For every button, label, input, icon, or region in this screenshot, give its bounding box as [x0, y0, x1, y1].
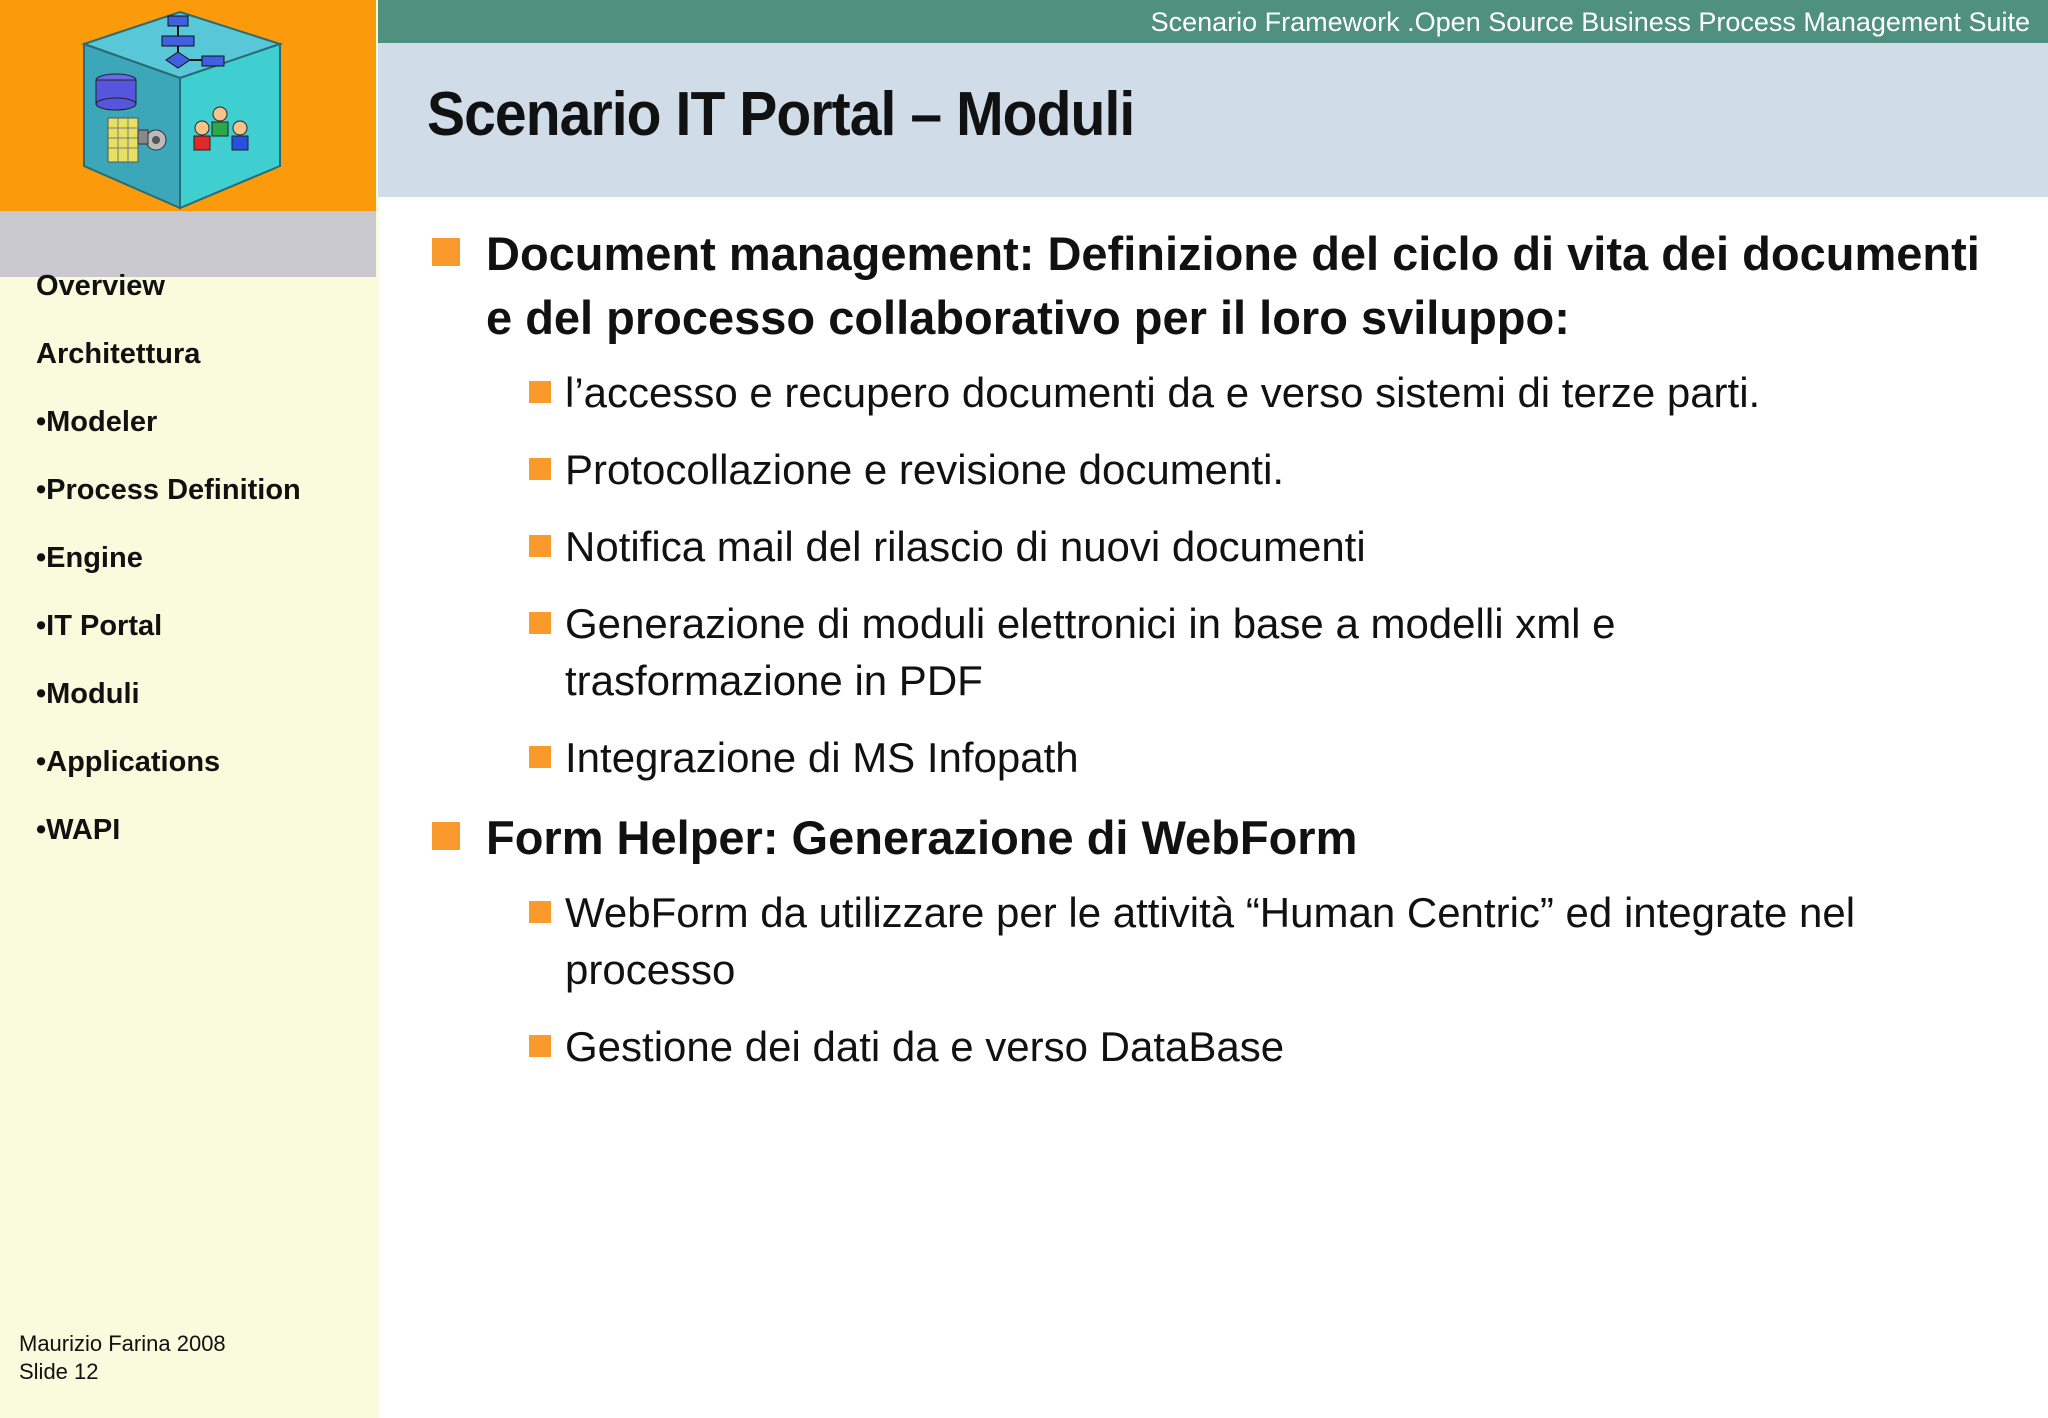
list-item: [565, 884, 1975, 998]
square-bullet-icon: [529, 381, 551, 403]
list-item-text: Gestione dei dati da e verso DataBase: [565, 1023, 1285, 1070]
section-heading-text: Form Helper: Generazione di WebForm: [486, 811, 1358, 864]
square-bullet-icon: [529, 535, 551, 557]
nav-item-process-definition[interactable]: •Process Definition: [36, 474, 301, 506]
section-heading: [430, 806, 2010, 870]
nav-item-it-portal[interactable]: •IT Portal: [36, 610, 163, 642]
slide-content: [430, 222, 2010, 1095]
list-item-text: Integrazione di MS Infopath: [565, 734, 1079, 781]
list-item: [565, 364, 2010, 421]
square-bullet-icon: [529, 612, 551, 634]
section-heading-text: Document management: Definizione del ciclo di vita dei documenti e del processo collaborativo per il loro sviluppo:: [486, 227, 1980, 344]
list-item: [565, 518, 2010, 575]
list-item-text: l’accesso e recupero documenti da e verso sistemi di terze parti.: [565, 369, 1761, 416]
list-item: [565, 595, 1755, 709]
square-bullet-icon: [529, 458, 551, 480]
nav-item-engine[interactable]: •Engine: [36, 542, 143, 574]
scenario-cube-logo: [70, 6, 290, 210]
list-item-text: WebForm da utilizzare per le attività “Human Centric” ed integrate nel processo: [565, 889, 1856, 993]
square-bullet-icon: [432, 822, 460, 850]
slide-title: Scenario IT Portal – Moduli: [427, 80, 1135, 149]
nav-item-wapi[interactable]: •WAPI: [36, 814, 121, 846]
sidebar: [0, 0, 379, 1418]
square-bullet-icon: [529, 1035, 551, 1057]
title-band: [378, 43, 2048, 197]
top-banner: [378, 0, 2048, 43]
list-item-text: Generazione di moduli elettronici in base a modelli xml e trasformazione in PDF: [565, 600, 1616, 704]
nav-item-applications[interactable]: •Applications: [36, 746, 221, 778]
list-item: [565, 729, 2010, 786]
list-item: [565, 441, 2010, 498]
section-heading: [430, 222, 2010, 350]
nav-item-overview[interactable]: Overview: [36, 270, 165, 302]
nav-item-architettura[interactable]: Architettura: [36, 338, 201, 370]
slide-number: Slide 12: [19, 1359, 99, 1384]
slide-footer: [19, 1330, 226, 1386]
square-bullet-icon: [529, 746, 551, 768]
square-bullet-icon: [529, 901, 551, 923]
square-bullet-icon: [432, 238, 460, 266]
logo-panel: [0, 0, 376, 211]
nav-item-modeler[interactable]: •Modeler: [36, 406, 158, 438]
author-label: Maurizio Farina 2008: [19, 1331, 226, 1356]
list-item: [565, 1018, 2010, 1075]
nav-item-moduli[interactable]: •Moduli: [36, 678, 140, 710]
suite-name: Scenario Framework .Open Source Business Process Management Suite: [1150, 7, 2030, 37]
list-item-text: Protocollazione e revisione documenti.: [565, 446, 1285, 493]
list-item-text: Notifica mail del rilascio di nuovi documenti: [565, 523, 1366, 570]
sidebar-nav: [36, 266, 301, 878]
